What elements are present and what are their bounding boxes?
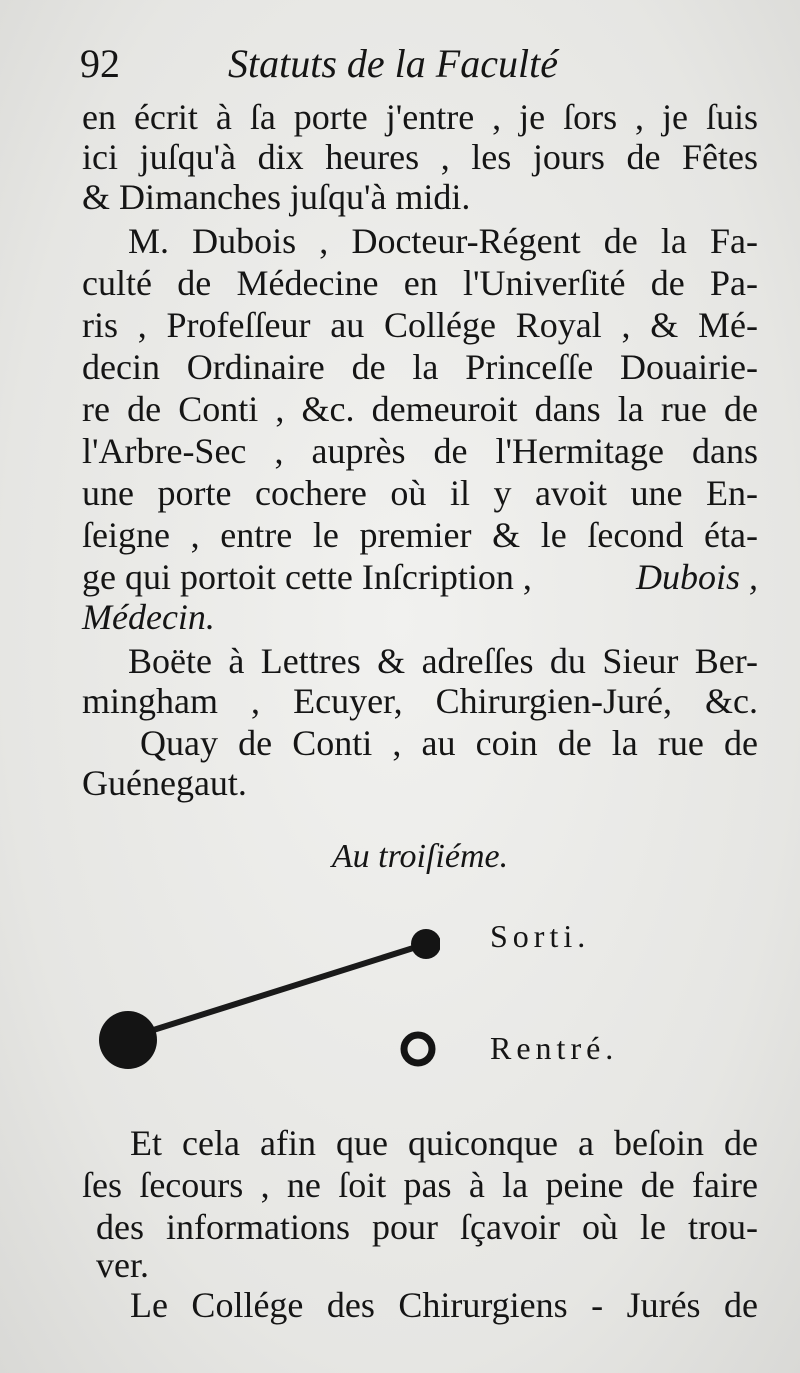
text-line	[82, 556, 758, 598]
door-sign-diagram	[90, 920, 440, 1080]
text-line: Quay de Conti , au coin de la rue de	[140, 723, 758, 763]
text-line: Boëte à Lettres & adreſſes du Sieur Ber-	[128, 641, 758, 681]
text-line: Le Collége des Chirurgiens - Jurés de	[130, 1285, 758, 1325]
text-line: ici juſqu'à dix heures , les jours de Fêtes	[82, 137, 758, 177]
text-line: mingham , Ecuyer, Chirurgien-Juré, &c.	[82, 681, 758, 721]
section-heading: Au troiſiéme.	[331, 838, 509, 875]
text-line: une porte cochere où il y avoit une En-	[82, 473, 758, 513]
text-line: Et cela afin que quiconque a beſoin de	[130, 1123, 758, 1163]
text-line: culté de Médecine en l'Univerſité de Pa-	[82, 263, 758, 303]
text-line: re de Conti , &c. demeuroit dans la rue de	[82, 389, 758, 429]
pointer-ball-out	[411, 929, 440, 959]
inscription-name: Dubois ,	[635, 557, 758, 597]
text-line: en écrit à ſa porte j'entre , je ſors , je ſuis	[82, 97, 758, 137]
page-header	[80, 36, 720, 92]
text-line: ver.	[96, 1245, 149, 1285]
text-line: Guénegaut.	[82, 763, 247, 803]
text-line: M. Dubois , Docteur-Régent de la Fa-	[128, 221, 758, 261]
text-line: des informations pour ſçavoir où le trou-	[96, 1207, 758, 1247]
text-line: ris , Profeſſeur au Collége Royal , & Mé-	[82, 305, 758, 345]
pointer-ring-in	[404, 1035, 432, 1063]
inscription-title: Médecin.	[82, 597, 215, 637]
running-title: Statuts de la Faculté	[228, 41, 558, 86]
counterweight-ball	[99, 1011, 157, 1069]
label-sorti: Sorti.	[490, 918, 591, 954]
text-line: decin Ordinaire de la Princeſſe Douairie-	[82, 347, 758, 387]
label-rentre: Rentré.	[490, 1030, 619, 1066]
page-number: 92	[80, 41, 120, 86]
text-fragment: ge qui portoit cette Inſcription ,	[82, 557, 532, 597]
text-line: & Dimanches juſqu'à midi.	[82, 177, 471, 217]
text-line: l'Arbre-Sec , auprès de l'Hermitage dans	[82, 431, 758, 471]
sign-rod	[128, 944, 426, 1038]
text-line: ſeigne , entre le premier & le ſecond éta-	[82, 515, 758, 555]
text-line: ſes ſecours , ne ſoit pas à la peine de faire	[82, 1165, 758, 1205]
